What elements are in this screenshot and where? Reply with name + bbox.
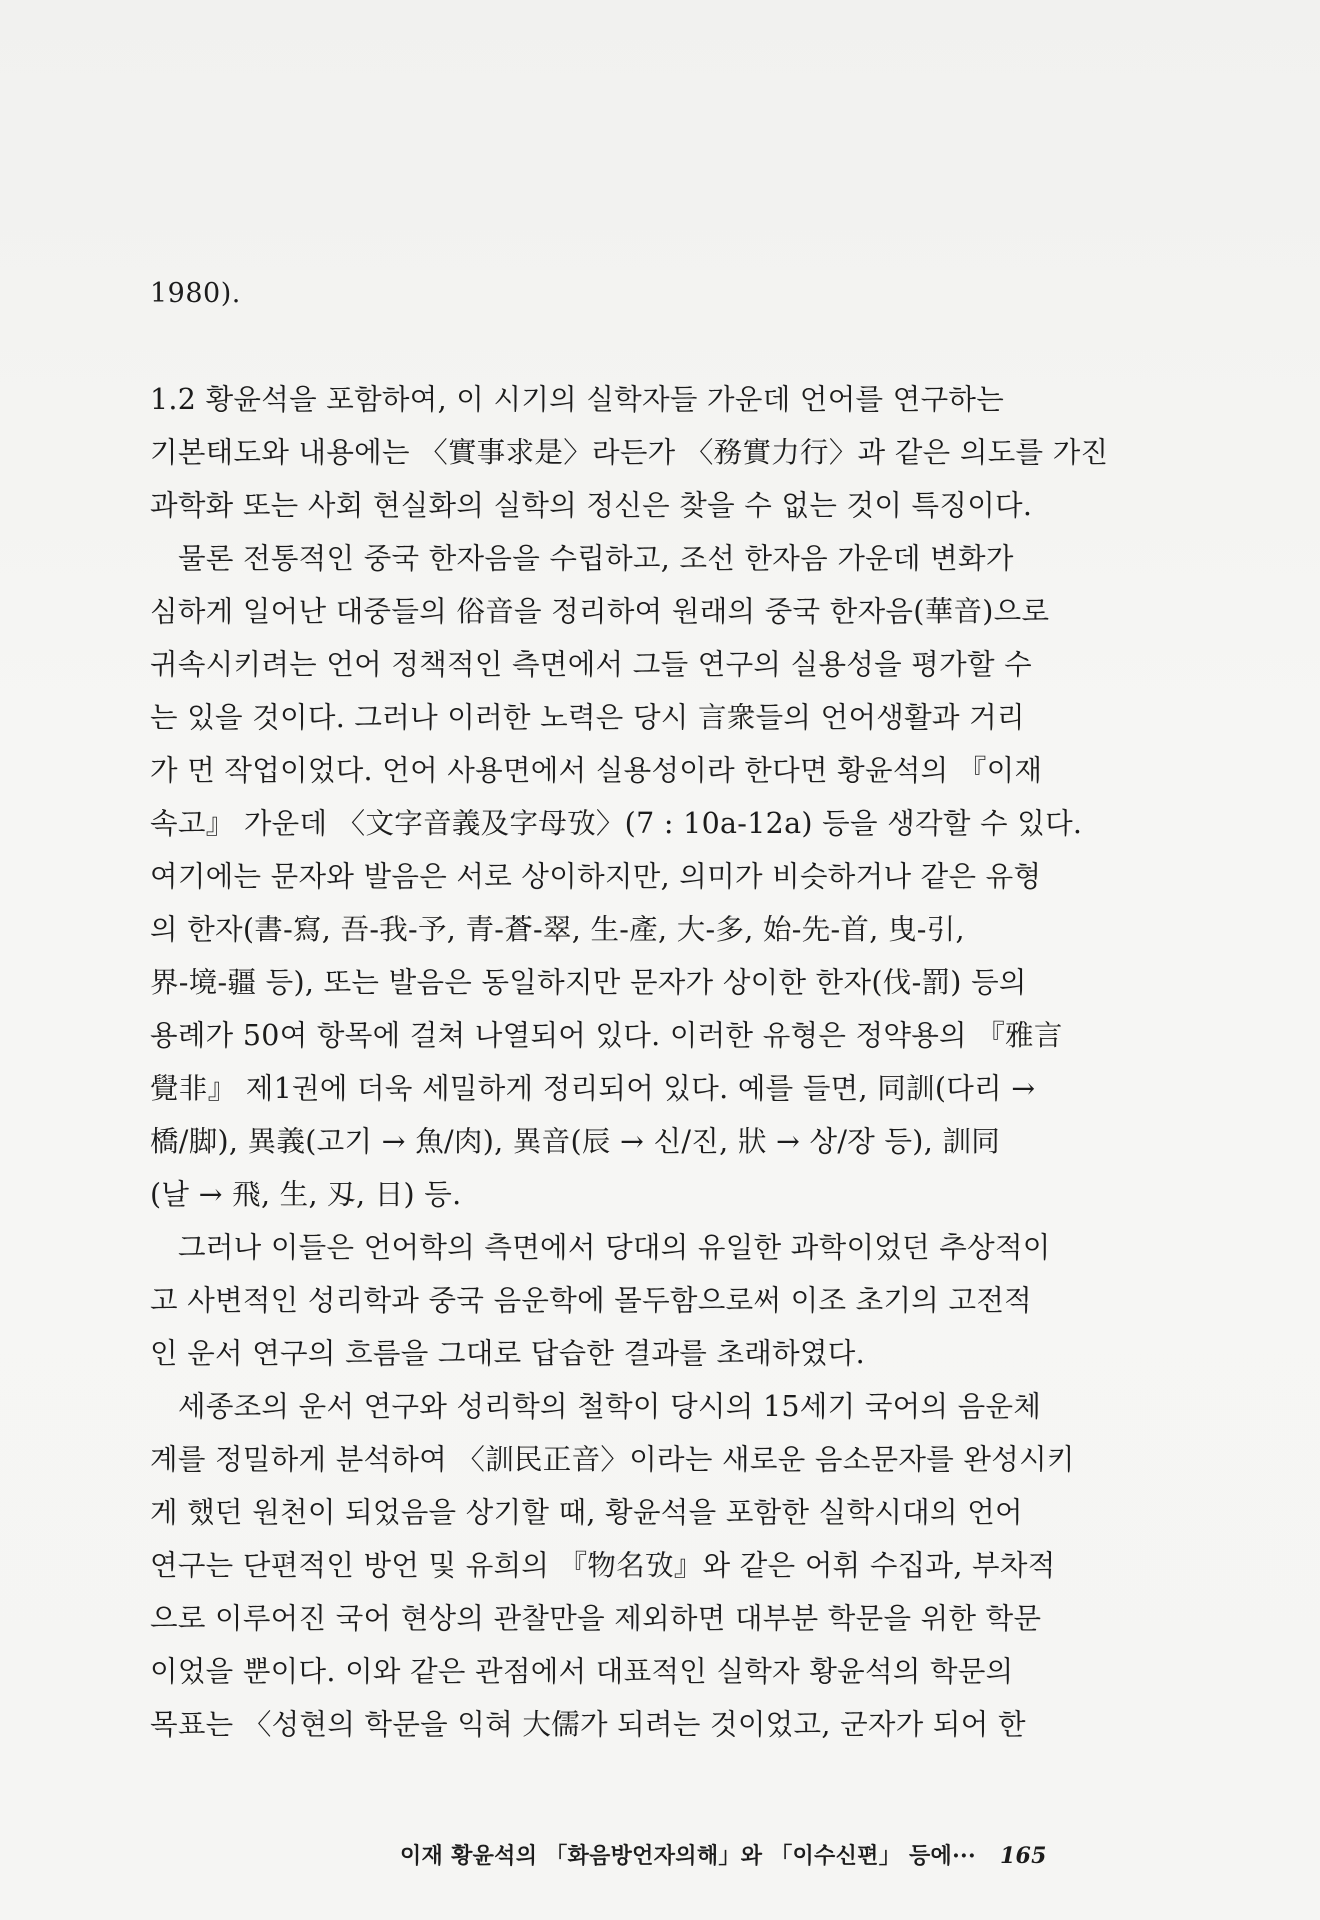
text-line: 연구는 단편적인 방언 및 유희의 『物名攷』와 같은 어휘 수집과, 부차적	[150, 1549, 1056, 1582]
text-line: 인 운서 연구의 흐름을 그대로 답습한 결과를 초래하였다.	[150, 1337, 865, 1370]
text-line: 으로 이루어진 국어 현상의 관찰만을 제외하면 대부분 학문을 위한 학문	[150, 1602, 1042, 1635]
text-line: 계를 정밀하게 분석하여 〈訓民正音〉이라는 새로운 음소문자를 완성시키	[150, 1443, 1075, 1476]
text-line: 의 한자(書-寫, 吾-我-予, 青-蒼-翠, 生-產, 大-多, 始-先-首, 曳-引,	[150, 913, 965, 946]
text-line: 覺非』 제1권에 더욱 세밀하게 정리되어 있다. 예를 들면, 同訓(다리 →	[150, 1072, 1036, 1105]
text-line: 1.2 황윤석을 포함하여, 이 시기의 실학자들 가운데 언어를 연구하는	[150, 383, 1005, 416]
text-line: 이었을 뿐이다. 이와 같은 관점에서 대표적인 실학자 황윤석의 학문의	[150, 1655, 1014, 1688]
text-line: 는 있을 것이다. 그러나 이러한 노력은 당시 言衆들의 언어생활과 거리	[150, 701, 1025, 734]
text-line: 용례가 50여 항목에 걸쳐 나열되어 있다. 이러한 유형은 정약용의 『雅言	[150, 1019, 1063, 1052]
text-line: 界-境-疆 등), 또는 발음은 동일하지만 문자가 상이한 한자(伐-罰) 등의	[150, 966, 1027, 999]
text-line: 목표는 〈성현의 학문을 익혀 大儒가 되려는 것이었고, 군자가 되어 한	[150, 1708, 1026, 1741]
text-line: 橋/脚), 異義(고기 → 魚/肉), 異音(辰 → 신/진, 狀 → 상/장 등), 訓同	[150, 1125, 1001, 1158]
text-line: 기본태도와 내용에는 〈實事求是〉라든가 〈務實力行〉과 같은 의도를 가진	[150, 436, 1109, 469]
text-line: 게 했던 원천이 되었음을 상기할 때, 황윤석을 포함한 실학시대의 언어	[150, 1496, 1023, 1529]
body-text	[150, 373, 1110, 1751]
text-line: 심하게 일어난 대중들의 俗音을 정리하여 원래의 중국 한자음(華音)으로	[150, 595, 1050, 628]
text-line: 고 사변적인 성리학과 중국 음운학에 몰두함으로써 이조 초기의 고전적	[150, 1284, 1032, 1317]
text-line: 귀속시키려는 언어 정책적인 측면에서 그들 연구의 실용성을 평가할 수	[150, 648, 1032, 681]
text-line: 물론 전통적인 중국 한자음을 수립하고, 조선 한자음 가운데 변화가	[178, 542, 1014, 575]
text-line: (날 → 飛, 生, 刄, 日) 등.	[150, 1178, 462, 1211]
continued-citation: 1980).	[150, 278, 241, 309]
text-line: 세종조의 운서 연구와 성리학의 철학이 당시의 15세기 국어의 음운체	[178, 1390, 1042, 1423]
text-line: 속고』 가운데 〈文字音義及字母攷〉(7 : 10a-12a) 등을 생각할 수 있다.	[150, 807, 1083, 840]
text-line: 과학화 또는 사회 현실화의 실학의 정신은 찾을 수 없는 것이 특징이다.	[150, 489, 1033, 522]
page-number: 165	[999, 1843, 1047, 1869]
text-line: 여기에는 문자와 발음은 서로 상이하지만, 의미가 비슷하거나 같은 유형	[150, 860, 1042, 893]
text-line: 그러나 이들은 언어학의 측면에서 당대의 유일한 과학이었던 추상적이	[178, 1231, 1051, 1264]
text-line: 가 먼 작업이었다. 언어 사용면에서 실용성이라 한다면 황윤석의 『이재	[150, 754, 1043, 787]
running-footer	[400, 1839, 1080, 1870]
running-title: 이재 황윤석의 「화음방언자의해」와 「이수신편」 등에···	[400, 1843, 976, 1869]
